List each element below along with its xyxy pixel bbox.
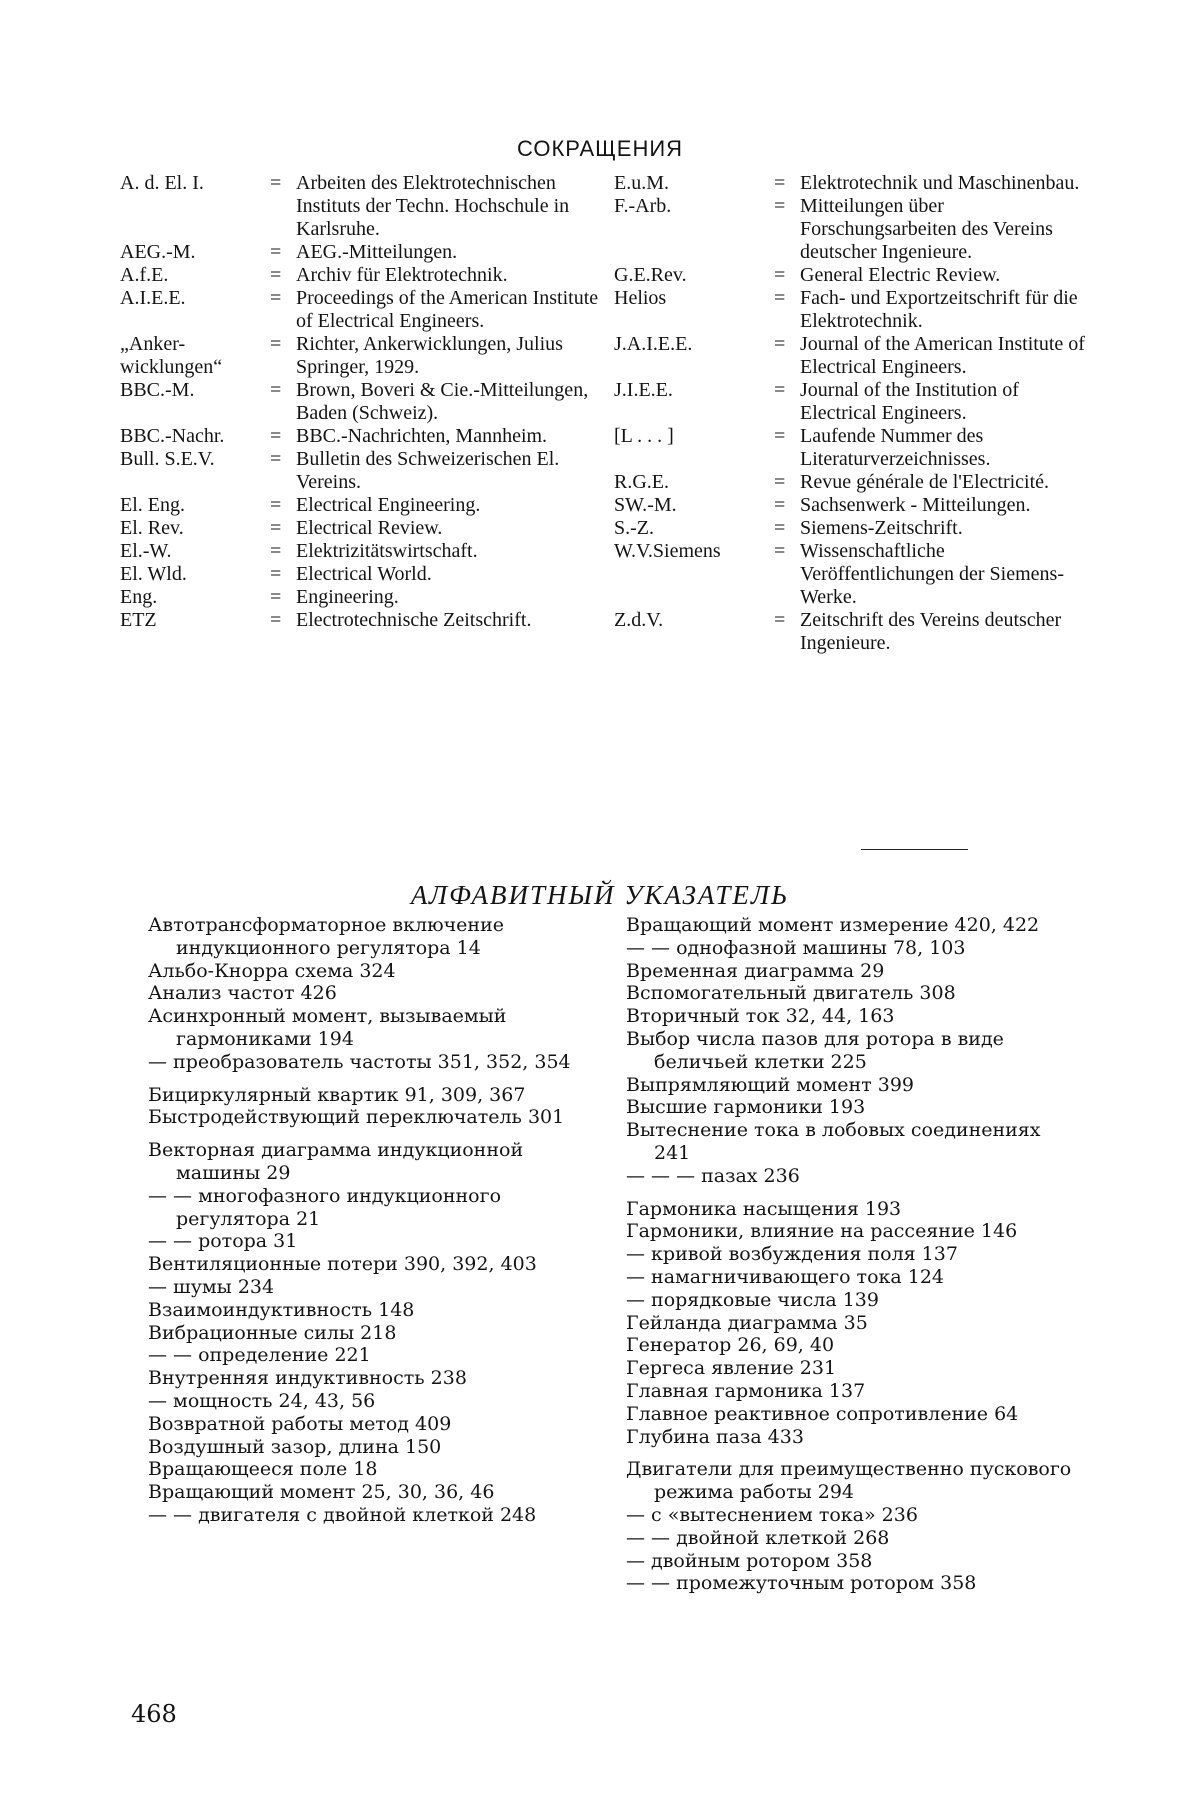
abbreviation-key: El. Wld. — [120, 563, 187, 585]
index-entry: Генератор 26, 69, 40 — [626, 1334, 835, 1357]
abbreviation-value: Sachsenwerk - Mitteilungen. — [800, 494, 1031, 516]
abbreviation-value: BBC.-Nachrichten, Mannheim. — [296, 425, 548, 447]
abbreviation-key: J.I.E.E. — [614, 379, 673, 401]
equals-sign: = — [774, 517, 786, 539]
index-title: АЛФАВИТНЫЙ УКАЗАТЕЛЬ — [410, 880, 790, 910]
abbreviation-key: El. Rev. — [120, 517, 184, 539]
abbreviation-key: S.-Z. — [614, 517, 654, 539]
equals-sign: = — [774, 425, 786, 447]
index-entry: Высшие гармоники 193 — [626, 1096, 866, 1119]
index-entry: Гейланда диаграмма 35 — [626, 1311, 868, 1334]
abbreviation-key: Z.d.V. — [614, 609, 664, 631]
abbreviation-key: Eng. — [120, 586, 158, 608]
abbreviation-value: Arbeiten des Elektrotechnischen Instituts der Techn. Hochschule in Karlsruhe. — [296, 172, 570, 240]
index-right-column — [626, 914, 1081, 1595]
index-entry: — шумы 234 — [148, 1275, 275, 1298]
abbreviation-row — [120, 287, 600, 333]
equals-sign: = — [270, 172, 282, 194]
abbreviations-right-column — [614, 172, 1094, 655]
index-entry: Выбор числа пазов для ротора в виде беличьей клетки 225 — [626, 1027, 1004, 1073]
equals-sign: = — [270, 241, 282, 263]
index-entry: — — промежуточным ротором 358 — [626, 1572, 977, 1595]
abbreviation-row — [120, 172, 600, 241]
abbreviation-value: Wissenschaftliche Veröffentlichungen der Siemens-Werke. — [800, 540, 1064, 608]
abbreviation-row — [120, 563, 600, 586]
equals-sign: = — [774, 195, 786, 217]
equals-sign: = — [270, 448, 282, 470]
index-entry: Бициркулярный квартик 91, 309, 367 — [148, 1083, 526, 1106]
equals-sign: = — [774, 379, 786, 401]
abbreviation-value: Siemens-Zeitschrift. — [800, 517, 963, 539]
index-entry: Вибрационные силы 218 — [148, 1321, 397, 1344]
equals-sign: = — [774, 609, 786, 631]
abbreviation-value: Revue générale de l'Electricité. — [800, 471, 1050, 493]
index-entry: Воздушный зазор, длина 150 — [148, 1435, 442, 1458]
index-entry: Автотрансформаторное включение индукционного регулятора 14 — [148, 914, 504, 959]
index-entry: — намагничивающего тока 124 — [626, 1265, 945, 1288]
abbreviation-key: [L . . . ] — [614, 425, 674, 447]
abbreviation-row — [120, 379, 600, 425]
equals-sign: = — [774, 471, 786, 493]
index-entry: Альбо-Кнорра схема 324 — [148, 959, 396, 982]
abbreviation-row — [120, 264, 600, 287]
index-entry: Двигатели для преимущественно пускового режима работы 294 — [626, 1458, 1072, 1504]
abbreviation-row — [614, 609, 1094, 655]
equals-sign: = — [270, 379, 282, 401]
abbreviation-row — [614, 195, 1094, 264]
abbreviation-row — [120, 425, 600, 448]
equals-sign: = — [270, 425, 282, 447]
index-entry: — преобразователь частоты 351, 352, 354 — [148, 1050, 571, 1073]
equals-sign: = — [270, 540, 282, 562]
abbreviation-value: Electrical World. — [296, 563, 432, 585]
section-divider — [861, 849, 968, 850]
abbreviation-value: Elektrotechnik und Maschinenbau. — [800, 172, 1080, 194]
index-entry: Взаимоиндуктивность 148 — [148, 1298, 415, 1321]
abbreviation-row — [120, 609, 600, 632]
equals-sign: = — [270, 287, 282, 309]
abbreviation-key: „Anker- wicklungen“ — [120, 333, 223, 378]
abbreviation-value: Electrical Review. — [296, 517, 443, 539]
abbreviation-value: Zeitschrift des Vereins deutscher Ingenieure. — [800, 609, 1062, 654]
abbreviation-value: Bulletin des Schweizerischen El. Vereins. — [296, 448, 560, 493]
abbreviation-key: F.-Arb. — [614, 195, 672, 217]
equals-sign: = — [270, 494, 282, 516]
index-entry: Временная диаграмма 29 — [626, 959, 885, 982]
equals-sign: = — [270, 333, 282, 355]
abbreviation-key: A.f.E. — [120, 264, 169, 286]
abbreviation-key: A.I.E.E. — [120, 287, 186, 309]
abbreviation-value: Archiv für Elektrotechnik. — [296, 264, 508, 286]
abbreviation-value: Richter, Ankerwicklungen, Julius Springer, 1929. — [296, 333, 563, 378]
abbreviation-value: Proceedings of the American Institute of Electrical Engineers. — [296, 287, 599, 332]
index-entry: — с «вытеснением тока» 236 — [626, 1503, 918, 1526]
abbreviation-key: W.V.Siemens — [614, 540, 721, 562]
equals-sign: = — [270, 264, 282, 286]
index-entry: Главное реактивное сопротивление 64 — [626, 1402, 1019, 1425]
index-entry: — мощность 24, 43, 56 — [148, 1389, 376, 1412]
abbreviation-row — [120, 517, 600, 540]
index-entry: — — однофазной машины 78, 103 — [626, 936, 966, 959]
index-entry: Быстродействующий переключатель 301 — [148, 1106, 565, 1129]
index-left-column — [148, 914, 598, 1527]
index-entry: Вытеснение тока в лобовых соединениях 241 — [626, 1119, 1041, 1164]
equals-sign: = — [270, 517, 282, 539]
index-entry: — порядковые числа 139 — [626, 1288, 879, 1311]
abbreviation-value: Fach- und Exportzeitschrift für die Elektrotechnik. — [800, 287, 1078, 332]
index-entry: Возвратной работы метод 409 — [148, 1412, 452, 1435]
abbreviation-row — [614, 172, 1094, 195]
abbreviation-row — [120, 241, 600, 264]
abbreviations-title: СОКРАЩЕНИЯ — [516, 136, 684, 161]
abbreviations-left-column — [120, 172, 600, 632]
index-entry: Главная гармоника 137 — [626, 1379, 866, 1402]
abbreviation-key: BBC.-Nachr. — [120, 425, 225, 447]
equals-sign: = — [774, 540, 786, 562]
abbreviation-key: A. d. El. I. — [120, 172, 204, 194]
abbreviation-key: ETZ — [120, 609, 157, 631]
index-entry: Внутренняя индуктивность 238 — [148, 1367, 467, 1390]
index-entry: Вращающееся поле 18 — [148, 1458, 378, 1481]
index-entry: — — двойной клеткой 268 — [626, 1526, 890, 1549]
abbreviation-value: Engineering. — [296, 586, 399, 608]
index-entry: — — многофазного индукционного регулятора 21 — [148, 1184, 502, 1230]
abbreviation-row — [120, 586, 600, 609]
index-entry: Гармоники, влияние на рассеяние 146 — [626, 1220, 1018, 1243]
equals-sign: = — [270, 609, 282, 631]
index-entry: — — определение 221 — [148, 1344, 371, 1367]
abbreviation-row — [120, 494, 600, 517]
abbreviation-key: El. Eng. — [120, 494, 185, 516]
equals-sign: = — [270, 586, 282, 608]
abbreviation-row — [614, 471, 1094, 494]
abbreviation-key: El.-W. — [120, 540, 172, 562]
abbreviation-value: Electrotechnische Zeitschrift. — [296, 609, 532, 631]
equals-sign: = — [774, 264, 786, 286]
index-entry: Векторная диаграмма индукционной машины 29 — [148, 1139, 524, 1184]
abbreviation-value: General Electric Review. — [800, 264, 1001, 286]
index-entry: Выпрямляющий момент 399 — [626, 1073, 915, 1096]
abbreviation-value: Mitteilungen über Forschungsarbeiten des Vereins deutscher Ingenieure. — [800, 195, 1053, 263]
abbreviation-row — [614, 494, 1094, 517]
abbreviation-key: J.A.I.E.E. — [614, 333, 693, 355]
abbreviation-key: R.G.E. — [614, 471, 669, 493]
index-entry: Вращающий момент измерение 420, 422 — [626, 914, 1040, 936]
index-entry: — — — пазах 236 — [626, 1164, 800, 1187]
abbreviation-row — [120, 333, 600, 379]
index-entry: Вращающий момент 25, 30, 36, 46 — [148, 1481, 495, 1504]
index-entry: Глубина паза 433 — [626, 1425, 804, 1448]
index-entry: Вспомогательный двигатель 308 — [626, 982, 956, 1005]
abbreviation-row — [614, 379, 1094, 425]
abbreviation-row — [120, 540, 600, 563]
abbreviation-key: Helios — [614, 287, 667, 309]
index-entry: Вторичный ток 32, 44, 163 — [626, 1005, 895, 1028]
abbreviation-row — [614, 287, 1094, 333]
abbreviation-value: Journal of the American Institute of Electrical Engineers. — [800, 333, 1085, 378]
abbreviation-row — [614, 264, 1094, 287]
equals-sign: = — [774, 287, 786, 309]
abbreviation-row — [120, 448, 600, 494]
index-entry: — кривой возбуждения поля 137 — [626, 1243, 958, 1266]
page-number: 468 — [131, 1700, 177, 1728]
equals-sign: = — [774, 172, 786, 194]
equals-sign: = — [270, 563, 282, 585]
index-entry: Вентиляционные потери 390, 392, 403 — [148, 1253, 537, 1276]
abbreviation-key: BBC.-M. — [120, 379, 195, 401]
index-entry: — — двигателя с двойной клеткой 248 — [148, 1503, 537, 1526]
abbreviation-value: Electrical Engineering. — [296, 494, 481, 516]
index-entry: — — ротора 31 — [148, 1230, 298, 1253]
abbreviation-key: Bull. S.E.V. — [120, 448, 215, 470]
index-entry: — двойным ротором 358 — [626, 1549, 873, 1572]
abbreviation-key: AEG.-M. — [120, 241, 196, 263]
index-entry: Гергеса явление 231 — [626, 1357, 837, 1380]
abbreviation-row — [614, 333, 1094, 379]
index-entry: Асинхронный момент, вызываемый гармониками 194 — [148, 1005, 507, 1050]
abbreviation-value: Journal of the Institution of Electrical Engineers. — [800, 379, 1019, 424]
equals-sign: = — [774, 494, 786, 516]
abbreviation-key: G.E.Rev. — [614, 264, 687, 286]
abbreviation-value: Brown, Boveri & Cie.-Mitteilungen, Baden (Schweiz). — [296, 379, 589, 424]
abbreviation-value: Laufende Nummer des Literaturverzeichnisses. — [800, 425, 991, 470]
abbreviation-row — [614, 517, 1094, 540]
index-entry: Анализ частот 426 — [148, 982, 337, 1005]
abbreviation-value: Elektrizitätswirtschaft. — [296, 540, 478, 562]
abbreviation-row — [614, 425, 1094, 471]
abbreviation-key: E.u.M. — [614, 172, 669, 194]
equals-sign: = — [774, 333, 786, 355]
abbreviation-value: AEG.-Mitteilungen. — [296, 241, 458, 263]
abbreviation-row — [614, 540, 1094, 609]
index-entry: Гармоника насыщения 193 — [626, 1197, 902, 1220]
abbreviation-key: SW.-M. — [614, 494, 677, 516]
